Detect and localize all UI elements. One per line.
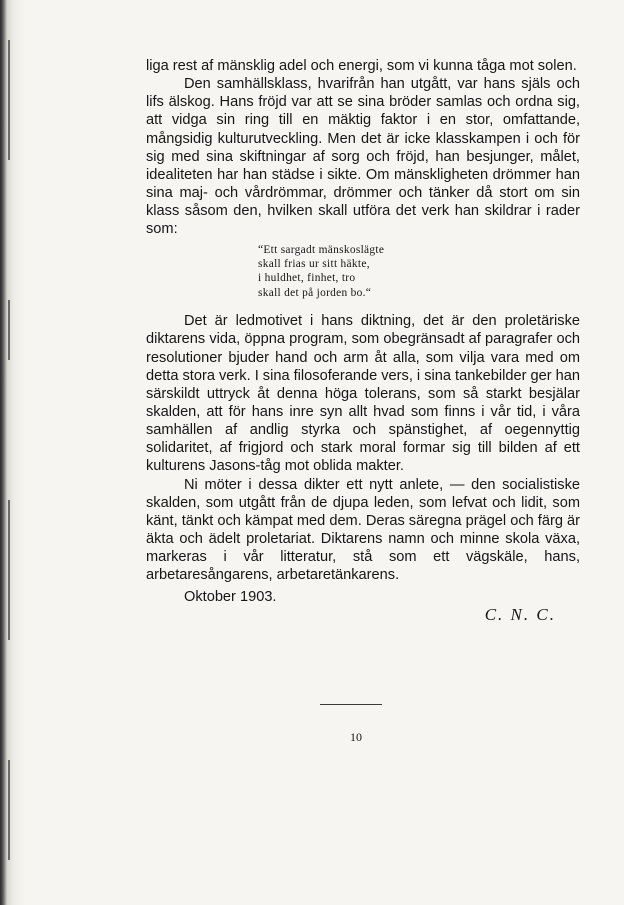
signature: C. N. C.	[484, 604, 556, 624]
verse-line: “Ett sargadt mänskoslägte	[258, 243, 385, 256]
binding-stitch	[8, 760, 10, 860]
verse-line: skall frias ur sitt häkte,	[258, 257, 370, 270]
dateline	[146, 589, 580, 625]
paragraph-1: liga rest af mänsklig adel och energi, som vi kunna tåga mot solen.	[146, 58, 577, 74]
verse-line: i huldhet, finhet, tro	[258, 272, 356, 285]
binding-stitch	[8, 40, 10, 160]
paragraph-2: Den samhällsklass, hvarifrån han utgått, var hans själs och lifs älskog. Hans fröjd var att se sina bröder samlas och ordna sig, att vidga sin ring till en mäktig faktor i en stor, omfattande, mångsidig kulturutveckling. Men det är icke klasskampen i och för sig med sina skiftningar af sorg och fröjd, han besjunger, målet, idealiteten har han städse i sikte. Om mänskligheten drömmer han sina maj- och vårdrömmar, drömmer och tänker då stort om sin klass såsom den, hvilken skall utföra det verk han skildrar i rader som:	[146, 76, 580, 238]
page-number: 10	[350, 730, 362, 744]
closing-rule	[320, 704, 382, 705]
page-body	[146, 57, 580, 625]
date: Oktober 1903.	[184, 588, 277, 605]
binding-stitch	[8, 500, 10, 640]
prose-continued	[146, 312, 580, 584]
verse-line: skall det på jorden bo.“	[258, 286, 372, 299]
prose	[146, 57, 580, 239]
paragraph-4: Ni möter i dessa dikter ett nytt anlete, — den socialistiske skalden, som utgått från de djupa leden, som lefvat och lidit, som känt, tänkt och kämpat med dem. Deras säregna prägel och färg är äkta och ädelt proletariat. Diktarens namn och minne skola växa, markeras i vår litteratur, stå som ett vägskäle, hans, arbetaresångarens, arbetaretänkarens.	[146, 476, 580, 584]
binding-stitch	[8, 300, 10, 360]
verse-quote	[258, 243, 580, 307]
paragraph-3: Det är ledmotivet i hans diktning, det är den proletäriske diktarens vida, öppna program, som obegränsadt af paragrafer och resolutioner bjuder hand och arm åt alla, som vilja vara med om detta stora verk. I sina filosoferande vers, i sina tankebilder ger han särskildt uttryck åt denna höga tolerans, som så starkt besjälar skalden, att för hans inre syn allt hvad som finns i vår tid, i våra samhällen af andlig styrka och spänstighet, af oegennyttig solidaritet, af frigjord och stark moral formar sig till bilden af ett kulturens Jasons-tåg mot oblida makter.	[146, 313, 580, 475]
book-binding-edge	[0, 0, 26, 905]
